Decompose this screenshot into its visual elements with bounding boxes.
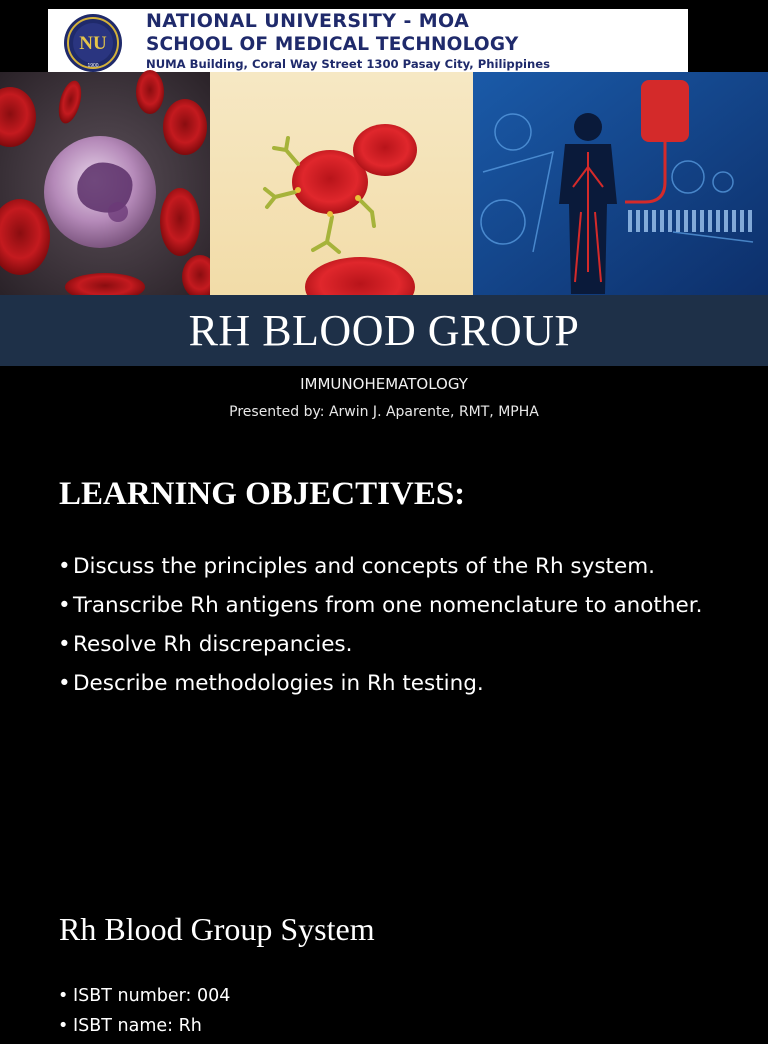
title-band	[0, 295, 768, 366]
svg-text:NU: NU	[79, 33, 107, 54]
antibody-red-cell-image	[210, 72, 473, 295]
school-name: SCHOOL OF MEDICAL TECHNOLOGY	[146, 34, 519, 55]
facts-list	[58, 984, 230, 1044]
slide-subtitle: IMMUNOHEMATOLOGY	[300, 375, 468, 393]
list-item: • ISBT number: 004	[58, 984, 230, 1008]
slide-title: RH BLOOD GROUP	[188, 306, 580, 355]
university-seal-icon	[54, 12, 132, 74]
school-address: NUMA Building, Coral Way Street 1300 Pasay City, Philippines	[146, 57, 551, 71]
hero-image-strip	[0, 72, 768, 295]
objectives-heading: LEARNING OBJECTIVES:	[59, 476, 466, 512]
white-blood-cell-image	[0, 72, 210, 295]
list-item: • Discuss the principles and concepts of the Rh system.	[58, 552, 738, 582]
university-banner	[48, 9, 688, 77]
list-item: • ISBT name: Rh	[58, 1014, 230, 1038]
list-item: • Transcribe Rh antigens from one nomenclature to another.	[58, 591, 738, 621]
university-name: NATIONAL UNIVERSITY - MOA	[146, 10, 470, 32]
list-item: • Resolve Rh discrepancies.	[58, 630, 738, 660]
presenter-line: Presented by: Arwin J. Aparente, RMT, MPHA	[229, 404, 539, 420]
section-heading: Rh Blood Group System	[59, 911, 375, 947]
blood-transfusion-image	[473, 72, 768, 295]
list-item: • Describe methodologies in Rh testing.	[58, 669, 738, 699]
objectives-list	[58, 552, 738, 708]
svg-text:1900: 1900	[87, 63, 99, 69]
